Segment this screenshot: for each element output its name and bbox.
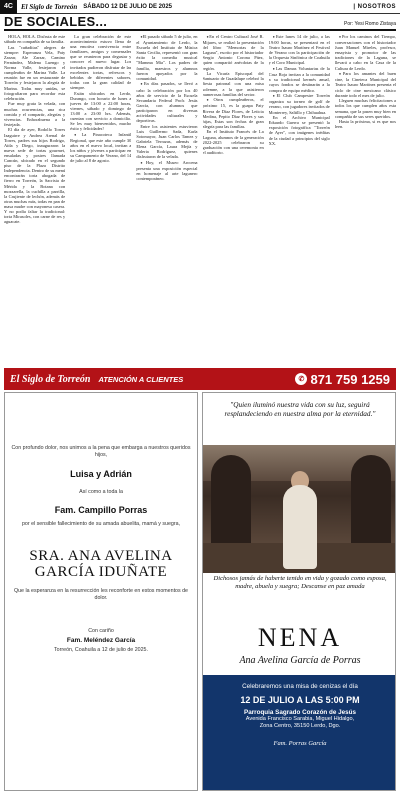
mass-invitation xyxy=(203,675,396,791)
obit-verse: Dichosos jamás de haberte tenido en vida y gozado como esposa, madre, abuela y suegra; Descanse en paz amada xyxy=(213,575,387,590)
column-title: DE SOCIALES... xyxy=(4,14,108,29)
text-column xyxy=(203,34,264,366)
column-header xyxy=(4,15,396,31)
paragraph: ● Otros cumpleañeros, el próximo 15, es la guapa Paty Rivera de Díaz Flores, de Leticia Medina, Pepito Díaz Flores y sus hijas, Estas son fechas de gran alegría para las familias. xyxy=(203,97,264,129)
text-column xyxy=(4,34,65,366)
paragraph: ● El pasado sábado 5 de julio, en el Ayuntamiento de Lerdo, la Escuela del Instituto de Música Santa Cecilia, representó con gran éxito la comedia musical "Mamma Mía". Los padres de familia, maestros y alumnos fueron apoyados por la comunidad. xyxy=(136,34,197,81)
paragraph: Hasta la próxima, si es que nos leen. xyxy=(334,119,396,130)
obit-nickname: NENA xyxy=(257,623,343,652)
page-number: 4C xyxy=(0,0,17,14)
paragraph: Las "cuñaditas" alegres de siempre: Esperanza Vela, Paty Zarzar, Ale Zarzar, Camino Fernández, Malena Luengo y Norma Valle, festejaron el cumpleaños de Marina Valle. La reunión fue en un restaurante de Torreón y festejaron la alegría de Marina. Todas muy unidas, se fotografiaron para recordar esta celebración. xyxy=(4,44,66,101)
mass-invite-text: Celebraremos una misa de cenizas el día xyxy=(242,683,358,690)
phone-number: 871 759 1259 xyxy=(310,371,390,387)
paragraph: ● La Pinacoteca Infantil Regional, que este año cumple 30 años en el nuevo local, invitan a los niños y jóvenes a participar en su Campamento de Verano, del 14 de julio al 8 de agosto. xyxy=(70,132,131,164)
issue-date: SÁBADO 12 DE JULIO DE 2025 xyxy=(83,3,172,10)
paragraph: ● En días pasados, se llevó a cabo la celebración por los 40 años de servicio de la Escuela Secundaria Federal Profr. Jesús García, con alumnos que participaron en diversas actividades culturales y deportivas. xyxy=(136,81,197,123)
column-byline: Por: Yesi Romo Zistaya xyxy=(344,21,396,27)
mass-address-2: Zona Centro, 35150 Lerdo, Dgo. xyxy=(259,722,341,729)
phone-icon: ✆ xyxy=(295,373,307,385)
page-header xyxy=(0,0,400,14)
obit-recipients: Luisa y Adrián xyxy=(70,469,132,479)
text-column xyxy=(136,34,197,366)
section-name: | NOSOTROS xyxy=(353,3,396,10)
paragraph: Fue muy grata la velada, con muchas ocurrencias, una rica comida y el compartir, alegrías y vivencias. Enhorabuena a la festejada. xyxy=(4,101,66,127)
mass-address-1: Avenida Francisco Sarabia, Miguel Hidalgo, xyxy=(245,715,355,722)
paragraph: ● Hoy, el Museo Arocena presenta una exposición especial en homenaje al arte lagunero contemporáneo. xyxy=(136,160,197,181)
banner-logo: El Siglo de Torreón xyxy=(10,373,91,385)
obit-signed: Fam. Meléndez García xyxy=(66,637,136,644)
paragraph: ● Por los caminos del Tiempo, conversaciones con el historiador Juan Manuel Mireles, profesor, ensayista y promotor de las tradiciones de la Laguna, se llevará a cabo en la Casa de la Cultura de Lerdo. xyxy=(335,34,396,71)
obit-with: Así como a toda la xyxy=(79,489,123,495)
text-column xyxy=(70,34,131,366)
mass-venue: Parroquia Sagrado Corazón de Jesús xyxy=(244,708,356,716)
paragraph: ● En el Centro Cultural José R. Mijares, se realizó la presentación del libro "Memorias de la Laguna", escrito por el historiador Sergio Antonio Corona Páez, quien compartió anécdotas de la región. xyxy=(203,34,264,71)
text-column xyxy=(335,34,396,366)
customer-service-banner xyxy=(4,368,396,390)
paragraph: HOLA, HOLA. Disfruta de este sábado en compañía de su familia. xyxy=(4,34,66,45)
paragraph: ● Las Damas Voluntarias de la Cruz Roja invitan a la comunidad a su tradicional kermés anual, cuyos fondos se destinarán a la compra de equipo médico. xyxy=(269,66,330,92)
paragraph: La gran celebración de este acontecimiento estuvo llena de una emotiva convivencia entre familiares, amigos y comensales que se reunieron para degustar y conocer el nuevo lugar. Los invitados pudieron disfrutar de las excelentes tortas, refrescos y bebidas de diferentes sabores, todas con la gran calidad de siempre. xyxy=(70,34,132,90)
paragraph: ● Para los amantes del buen cine, la Cineteca Municipal del Teatro Isauro Martínez presenta el ciclo de cine mexicano clásico durante todo el mes de julio. xyxy=(335,71,396,97)
banner-tagline: ATENCIÓN A CLIENTES xyxy=(98,374,184,384)
paragraph: Lleguen muchas felicitaciones a todos los que cumplen años esta semana, que la pasen muy bien en compañía de sus seres queridos. xyxy=(334,98,396,119)
paragraph: La Vicaría Episcopal del Santuario de Guadalupe celebró la fiesta patronal con una misa solemne, a la que asistieron numerosas familias del sector. xyxy=(202,71,264,97)
obit-name-line2: GARCÍA IDUÑATE xyxy=(34,564,168,580)
obituary-right xyxy=(202,392,396,791)
paragraph: Están ubicados en Lerdo, Durango, con horario de lunes a jueves de 13:00 a 22:00 horas, viernes, sábado y domingo de 13:00 a 23:00 hrs. Además, cuentan con servicio a domicilio. Se les muy bienvenidos, mucho éxito y felicidades! xyxy=(70,90,132,132)
obit-quote: "Quien iluminó nuestra vida con su luz, seguirá resplandeciendo en nuestra alma por la eternidad." xyxy=(224,400,376,418)
obit-intro: Con profundo dolor, nos unimos a la pena que embarga a nuestros queridos hijos, xyxy=(11,445,191,458)
text-column xyxy=(269,34,330,366)
obit-right-signature: Fam. Porras García xyxy=(273,739,327,747)
paragraph: En el Instituto Francés de La Laguna, alumnos de la generación 2022-2025 celebraron su graduación con una ceremonia en el auditorio. xyxy=(202,129,264,155)
paragraph: En el Archivo Municipal Eduardo Guerra se presentó la exposición fotográfica "Torreón de Ayer", con imágenes inéditas de la ciudad a principios del siglo XX. xyxy=(268,115,330,146)
obit-family: Fam. Campillo Porras xyxy=(54,505,148,515)
paragraph: Entre los asistentes estuvieron Luis Guillermo Sada, Karla Sotomayor, Juan Carlos Tamez y Gabriela Terrazas, además de Elena García, Laura Mejía y Valeria Rodríguez, quienes disfrutaron de la velada. xyxy=(136,123,198,160)
obit-hope: Que la esperanza en la resurrección les reconforte en estos momentos de dolor. xyxy=(13,588,188,601)
obituary-left xyxy=(4,392,198,791)
banner-phone xyxy=(295,372,390,387)
paragraph: ● Este lunes 14 de julio, a las 19:00 horas, se presentará en el Teatro Isauro Martínez el Festival de Verano con la participación de la Orquesta Sinfónica de Coahuila y el Coro Municipal. xyxy=(269,34,330,66)
paragraph: El día de ayer, Rodolfo Torres Izaguirre y Andrea Arenal de Torres, padres sus hijos Rodrigo, Aída y Diego, inauguraron la nueva sede de tortas gourmet, ensaladas y postres llamada Cancún, ubicado en el segundo piso de la Plaza Distrito Independencia. Dentro de su menú encontrarán torta ahogada de fierro en Torreón, la Sacrista de Mérida y la Botana con mozzarella, la cuchilla a parrilla, la Crujiente de lechón, además de otras muchas más, todas en pan de masa madre con mayonesa casera. Y no podía faltar la tradicional: torta Mirasoles, con carne de res y aguacate. xyxy=(4,127,66,225)
obit-place-date: Torreón, Coahuila a 12 de julio de 2025. xyxy=(54,647,148,653)
paragraph: ● El Club Campestre Torreón organiza su torneo de golf de verano, con jugadores invitados de Monterrey, Saltillo y Chihuahua. xyxy=(269,93,330,114)
obit-care: Con cariño xyxy=(88,628,114,634)
obit-fullname: Ana Avelina García de Porras xyxy=(239,655,361,666)
obit-photo xyxy=(203,445,396,573)
obit-sense: por el sensible fallecimiento de su amada abuelita, mamá y suegra, xyxy=(21,521,181,527)
article-columns xyxy=(4,34,396,366)
obit-name-line1: SRA. ANA AVELINA xyxy=(29,548,173,564)
mass-date-time: 12 DE JULIO A LAS 5:00 PM xyxy=(240,694,360,705)
newspaper-name: El Siglo de Torreón xyxy=(20,2,78,11)
